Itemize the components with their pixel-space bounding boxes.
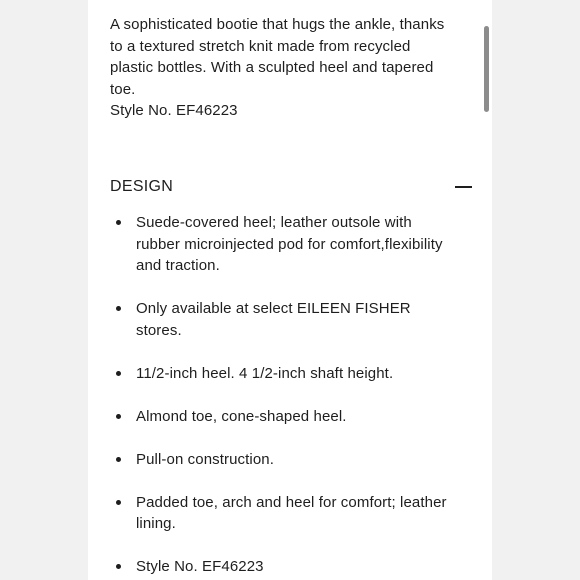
- design-section-title: DESIGN: [110, 178, 174, 195]
- bullet-icon: [116, 220, 121, 225]
- list-item: [110, 449, 455, 471]
- bullet-icon: [116, 457, 121, 462]
- bullet-icon: [116, 414, 121, 419]
- list-item-text: Style No. EF46223: [136, 558, 264, 575]
- design-section-header[interactable]: [110, 176, 472, 198]
- style-number: Style No. EF46223: [110, 102, 238, 119]
- bullet-icon: [116, 371, 121, 376]
- bullet-icon: [116, 306, 121, 311]
- list-item-text: Almond toe, cone-shaped heel.: [136, 407, 347, 425]
- bullet-icon: [116, 500, 121, 505]
- design-feature-list: [110, 212, 455, 580]
- product-details-panel: [88, 0, 492, 580]
- list-item: [110, 556, 455, 578]
- list-item-text: Only available at select EILEEN FISHER stores.: [136, 300, 411, 339]
- minus-icon[interactable]: [455, 186, 472, 188]
- list-item: [110, 406, 455, 428]
- scrollbar-thumb[interactable]: [484, 26, 489, 112]
- list-item: [110, 212, 455, 277]
- list-item-text: 11/2-inch heel. 4 1/2-inch shaft height.: [136, 364, 394, 382]
- list-item-text: Padded toe, arch and heel for comfort; leather lining.: [136, 493, 447, 532]
- list-item: [110, 492, 455, 535]
- list-item: [110, 363, 455, 385]
- list-item-text: Suede-covered heel; leather outsole with rubber microinjected pod for comfort,flexibility and traction.: [136, 214, 443, 274]
- list-item-text: Pull-on construction.: [136, 450, 275, 468]
- product-description: [110, 14, 450, 122]
- bullet-icon: [116, 564, 121, 569]
- list-item: [110, 298, 455, 341]
- description-text: A sophisticated bootie that hugs the ankle, thanks to a textured stretch knit made from recycled plastic bottles. With a sculpted heel and tapered toe.: [110, 16, 445, 98]
